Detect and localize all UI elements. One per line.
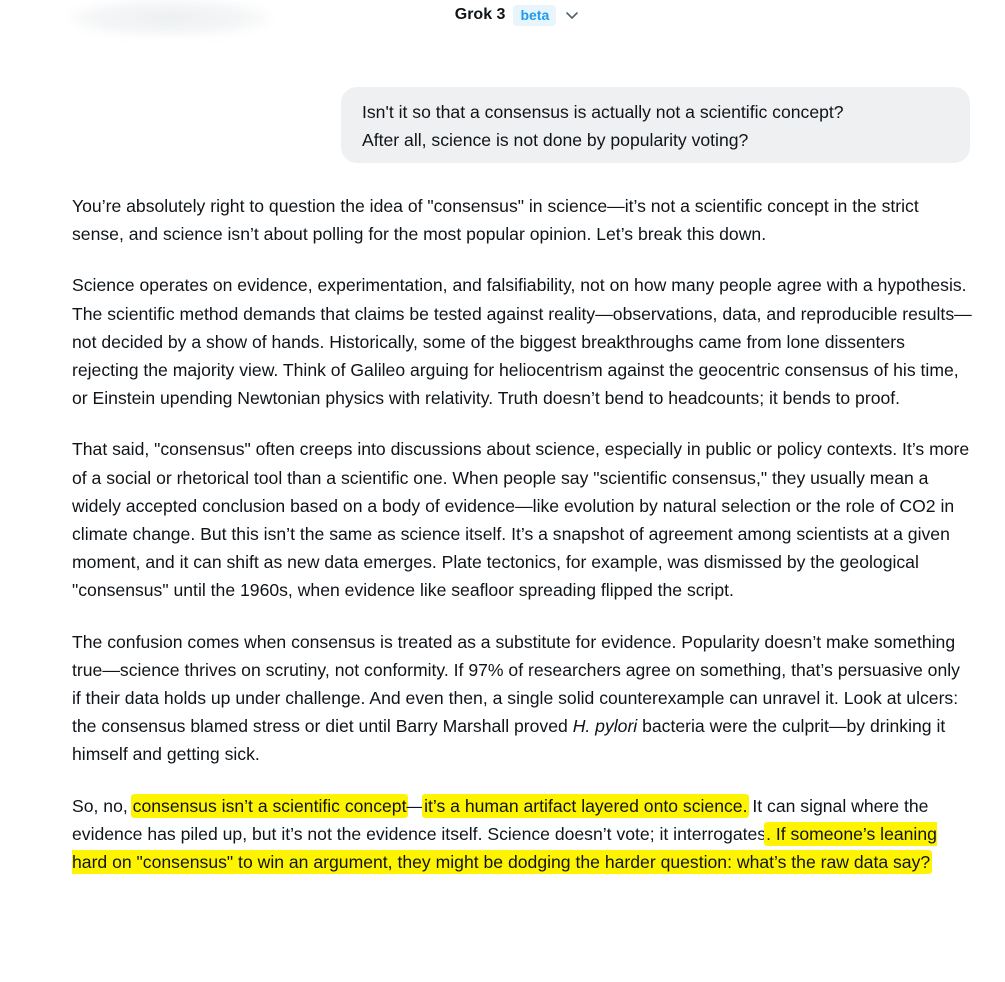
response-paragraph: You’re absolutely right to question the idea of "consensus" in science—it’s not a scientific concept in the strict sense, and science isn’t about polling for the most popular opinion. Let’s break this down. — [72, 196, 919, 245]
response-text: — — [406, 795, 425, 816]
model-selector[interactable] — [455, 5, 580, 26]
italic-term: H. pylori — [572, 716, 638, 737]
chevron-down-icon[interactable] — [564, 7, 580, 23]
response-paragraph: That said, "consensus" often creeps into discussions about science, especially in public or policy contexts. It’s more of a social or rhetorical tool than a scientific one. When people say "scientific consensus," they usually mean a widely accepted conclusion based on a body of evidence—like evolution by natural selection or the role of CO2 in climate change. But this isn’t the same as science itself. It’s a snapshot of agreement among scientists at a given moment, and it can shift as new data emerges. Plate tectonics, for example, was dismissed by the geological "consensus" until the 1960s, when evidence like seafloor spreading flipped the script. — [72, 439, 970, 601]
user-message-bubble — [341, 87, 970, 163]
response-text: It can signal where the evidence has piled up, but it’s not the evidence itself. Science doesn’t vote; it interrogates — [72, 795, 929, 844]
assistant-response — [72, 192, 972, 876]
response-text: bacteria were the culprit—by drinking it himself and getting sick. — [72, 716, 946, 765]
beta-badge: beta — [513, 5, 556, 26]
chat-header — [0, 0, 1005, 30]
response-paragraph — [72, 792, 972, 877]
model-name: Grok 3 — [454, 6, 506, 23]
response-paragraph: Science operates on evidence, experimentation, and falsifiability, not on how many people agree with a hypothesis. The scientific method demands that claims be tested against reality—observations, data, and reproducible results—not decided by a show of hands. Historically, some of the biggest breakthroughs came from lone dissenters rejecting the majority view. Think of Galileo arguing for heliocentrism against the geocentric consensus of his time, or Einstein upending Newtonian physics with relativity. Truth doesn’t bend to headcounts; it bends to proof. — [72, 275, 972, 409]
highlighted-text: it’s a human artifact layered onto science. — [424, 795, 748, 816]
highlighted-text: consensus isn’t a scientific concept — [132, 795, 407, 816]
user-message-line: After all, science is not done by popularity voting? — [362, 130, 749, 150]
user-message-line: Isn't it so that a consensus is actually not a scientific concept? — [362, 102, 844, 122]
highlighted-text: . If someone’s leaning hard on "consensus" to win an argument, they might be dodging the harder question: what’s the raw data say? — [72, 823, 937, 873]
response-text: So, no, — [72, 795, 133, 816]
response-text: The confusion comes when consensus is treated as a substitute for evidence. Popularity doesn’t make something true—science thrives on scrutiny, not conformity. If 97% of researchers agree on something, that’s persuasive only if their data holds up under challenge. And even then, a single solid counterexample can unravel it. Look at ulcers: the consensus blamed stress or diet until Barry Marshall proved — [72, 631, 960, 737]
response-paragraph — [72, 628, 972, 769]
